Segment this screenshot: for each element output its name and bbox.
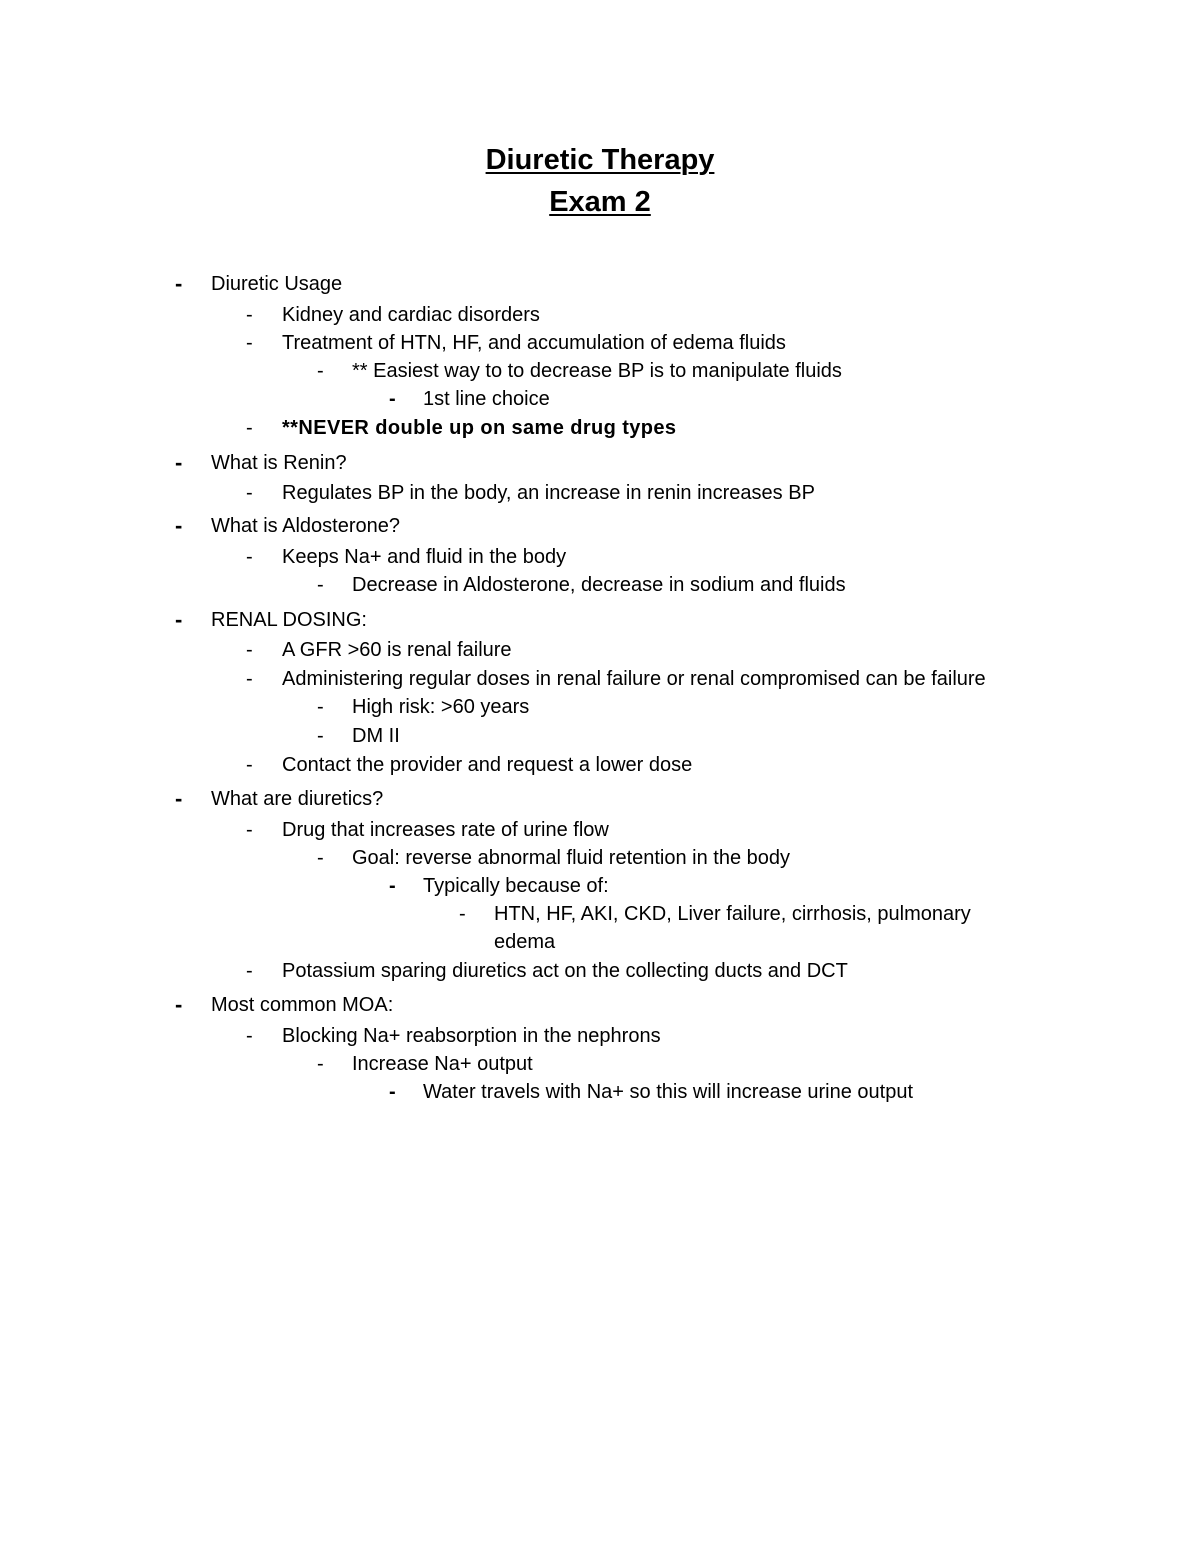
- bullet-dash: -: [246, 1025, 253, 1047]
- list-item-text: Regulates BP in the body, an increase in renin increases BP: [282, 482, 815, 504]
- bullet-dash: -: [175, 992, 183, 1017]
- list-item-text: edema: [494, 931, 556, 953]
- list-item-text: Increase Na+ output: [352, 1053, 533, 1075]
- list-item-text: A GFR >60 is renal failure: [282, 639, 512, 661]
- list-item-text: What is Renin?: [211, 452, 347, 474]
- bullet-dash: -: [246, 482, 253, 504]
- bullet-dash: -: [389, 875, 396, 897]
- list-item-text: Keeps Na+ and fluid in the body: [282, 546, 567, 568]
- bullet-dash: -: [175, 271, 183, 296]
- list-item-text: Water travels with Na+ so this will increase urine output: [423, 1081, 914, 1103]
- bullet-dash: -: [246, 546, 253, 568]
- bullet-dash: -: [317, 360, 324, 382]
- bullet-dash: -: [246, 819, 253, 841]
- bullet-dash: -: [317, 847, 324, 869]
- list-item-text: ** Easiest way to to decrease BP is to manipulate fluids: [352, 360, 842, 382]
- list-item-text: What is Aldosterone?: [211, 515, 400, 537]
- bullet-dash: -: [389, 388, 396, 410]
- bullet-dash: -: [317, 574, 324, 596]
- bullet-dash: -: [246, 754, 253, 776]
- list-item-text: Typically because of:: [423, 875, 609, 897]
- bullet-dash: -: [317, 1053, 324, 1075]
- bullet-dash: -: [246, 960, 253, 982]
- bullet-dash: -: [175, 607, 183, 632]
- bullet-dash: -: [246, 668, 253, 690]
- bullet-dash: -: [317, 696, 324, 718]
- list-item-text: Drug that increases rate of urine flow: [282, 819, 609, 841]
- list-item-text: Treatment of HTN, HF, and accumulation of edema fluids: [282, 332, 786, 354]
- list-item-text: Kidney and cardiac disorders: [282, 304, 540, 326]
- list-item-text: DM II: [352, 725, 400, 747]
- bullet-dash: -: [175, 450, 183, 475]
- list-item-text: RENAL DOSING:: [211, 609, 367, 631]
- document-subtitle: Exam 2: [549, 186, 651, 218]
- document-title: Diuretic Therapy: [485, 144, 715, 176]
- bullet-dash: -: [389, 1081, 396, 1103]
- list-item-text: Administering regular doses in renal failure or renal compromised can be failure: [282, 668, 986, 690]
- list-item-text: Diuretic Usage: [211, 273, 343, 295]
- bullet-dash: -: [317, 725, 324, 747]
- list-item-text: Blocking Na+ reabsorption in the nephrons: [282, 1025, 661, 1047]
- bullet-dash: -: [246, 639, 253, 661]
- bullet-dash: -: [246, 417, 253, 439]
- bullet-dash: -: [175, 786, 183, 811]
- list-item-text-bold: **NEVER double up on same drug types: [282, 417, 677, 439]
- bullet-dash: -: [246, 304, 253, 326]
- list-item-text: HTN, HF, AKI, CKD, Liver failure, cirrhosis, pulmonary: [494, 903, 971, 925]
- list-item-text: Contact the provider and request a lower dose: [282, 754, 693, 776]
- list-item-text: Decrease in Aldosterone, decrease in sodium and fluids: [352, 574, 846, 596]
- list-item-text: Potassium sparing diuretics act on the collecting ducts and DCT: [282, 960, 848, 982]
- list-item-text: Most common MOA:: [211, 994, 394, 1016]
- list-item-text: High risk: >60 years: [352, 696, 530, 718]
- bullet-dash: -: [175, 513, 183, 538]
- list-item-text: What are diuretics?: [211, 788, 384, 810]
- bullet-dash: -: [459, 903, 466, 925]
- list-item-text: Goal: reverse abnormal fluid retention in the body: [352, 847, 791, 869]
- bullet-dash: -: [246, 332, 253, 354]
- list-item-text: 1st line choice: [423, 388, 550, 410]
